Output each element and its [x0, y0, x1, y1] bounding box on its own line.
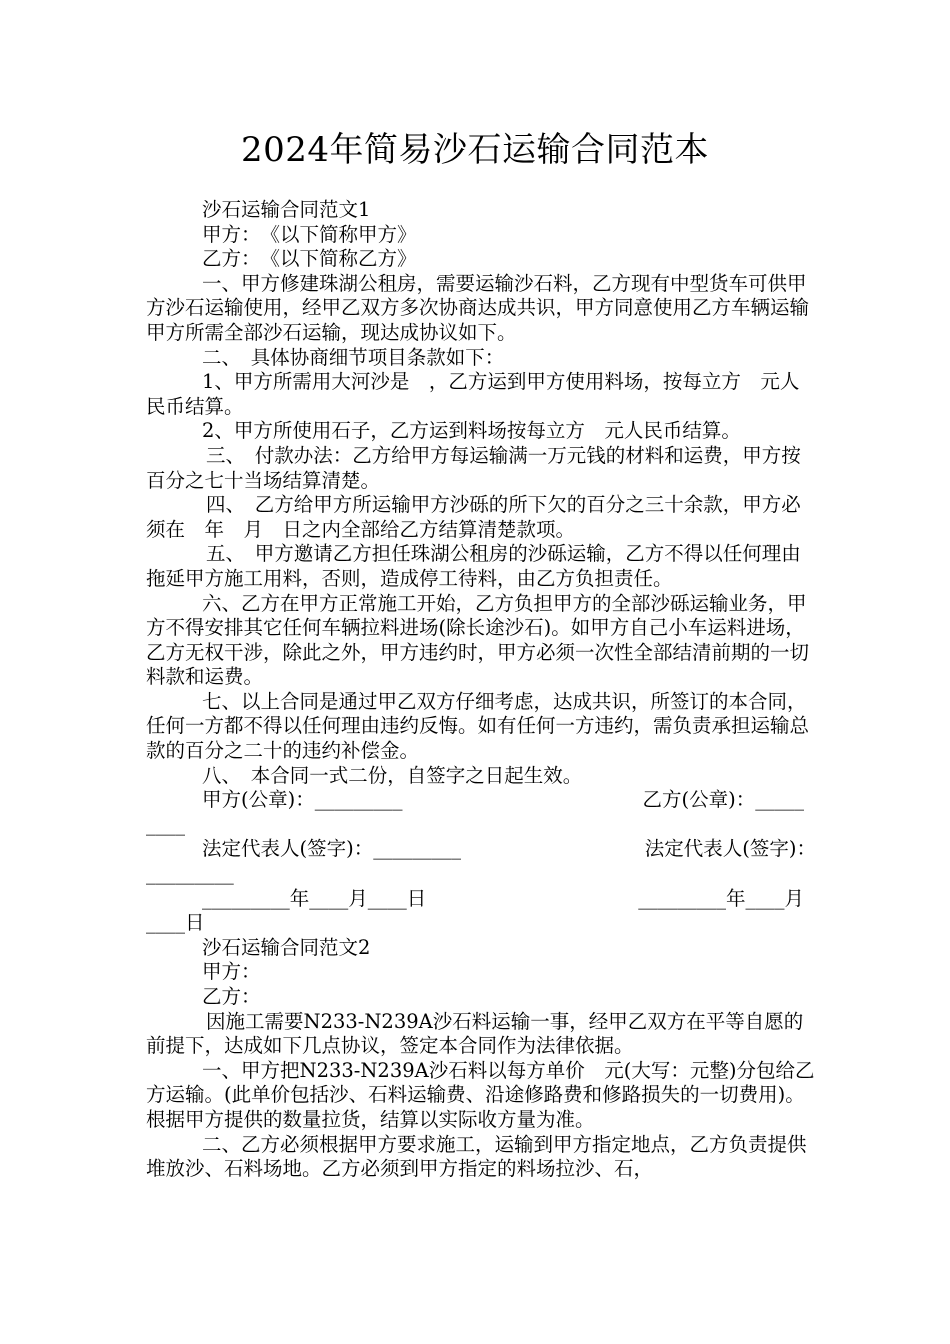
clause-7: 七、以上合同是通过甲乙双方仔细考虑，达成共识，所签订的本合同，任何一方都不得以任何理由违约反悔。如有任何一方违约，需负责承担运输总款的百分之二十的违约补偿金。	[146, 689, 810, 763]
clause-2-1: 一、甲方把N233-N239A沙石料以每方单价 元(大写：元整)分包给乙方运输。(此单价包括沙、石料运输费、沿途修路费和修路损失的一切费用)。根据甲方提供的数量拉货，结算以实际收方量为准。	[146, 1058, 815, 1131]
party-b-seal-continued: ____	[146, 812, 185, 836]
clause-8: 八、 本合同一式二份，自签字之日起生效。	[202, 763, 583, 787]
clause-2-item-1: 1、甲方所需用大河沙是 ，乙方运到甲方使用料场，按每立方 元人民币结算。	[146, 370, 800, 418]
intro-paragraph-2: 因施工需要N233-N239A沙石料运输一事，经甲乙双方在平等自愿的前提下，达成如下几点协议，签定本合同作为法律依据。	[146, 1009, 804, 1058]
party-a-line-2: 甲方：	[202, 960, 261, 984]
representative-signature-row	[146, 837, 816, 862]
party-b-line-2: 乙方：	[202, 985, 261, 1008]
clause-2: 二、 具体协商细节项目条款如下：	[202, 345, 505, 369]
party-b-seal: 乙方(公章)：_____	[642, 788, 804, 812]
party-b-date-continued: ____日	[146, 911, 205, 935]
clause-3: 三、 付款办法：乙方给甲方每运输满一万元钱的材料和运费，甲方按百分之七十当场结算清楚。	[146, 443, 801, 492]
clause-4: 四、 乙方给甲方所运输甲方沙砾的所下欠的百分之三十余款，甲方必须在 年 月 日之内全部给乙方结算清楚款项。	[146, 493, 801, 541]
document-body	[146, 198, 816, 1182]
clause-2-item-2: 2、甲方所使用石子，乙方运到料场按每立方 元人民币结算。	[202, 419, 741, 443]
clause-2-2: 二、乙方必须根据甲方要求施工，运输到甲方指定地点，乙方负责提供堆放沙、石料场地。乙方必须到甲方指定的料场拉沙、石，	[146, 1132, 807, 1181]
seal-signature-row	[146, 788, 816, 813]
section-heading-2: 沙石运输合同范文2	[202, 935, 371, 959]
party-b-line: 乙方： 《以下简称乙方》	[202, 247, 417, 271]
party-a-seal: 甲方(公章)：_________	[202, 788, 403, 812]
party-b-representative-continued: _________	[146, 862, 234, 886]
document-title: 2024年简易沙石运输合同范本	[240, 130, 710, 170]
clause-1: 一、甲方修建珠湖公租房，需要运输沙石料，乙方现有中型货车可供甲方沙石运输使用，经甲乙双方多次协商达成共识，甲方同意使用乙方车辆运输甲方所需全部沙石运输，现达成协议如下。	[146, 271, 810, 344]
party-a-line: 甲方： 《以下简称甲方》	[202, 222, 417, 246]
clause-5: 五、 甲方邀请乙方担任珠湖公租房的沙砾运输，乙方不得以任何理由拖延甲方施工用料，否则，造成停工待料，由乙方负担责任。	[146, 542, 801, 590]
party-b-representative: 法定代表人(签字)：	[644, 837, 816, 861]
party-a-representative: 法定代表人(签字)：_________	[202, 837, 461, 861]
clause-6: 六、乙方在甲方正常施工开始，乙方负担甲方的全部沙砾运输业务，甲方不得安排其它任何车辆拉料进场(除长途沙石)。如甲方自己小车运料进场，乙方无权干涉，除此之外，甲方违约时，甲方必须一次性全部结清前期的一切料款和运费。	[146, 591, 810, 689]
party-a-date: _________年____月____日	[202, 886, 427, 910]
date-row	[146, 887, 816, 912]
section-heading-1: 沙石运输合同范文1	[202, 198, 371, 221]
party-b-date: _________年____月	[638, 886, 804, 910]
